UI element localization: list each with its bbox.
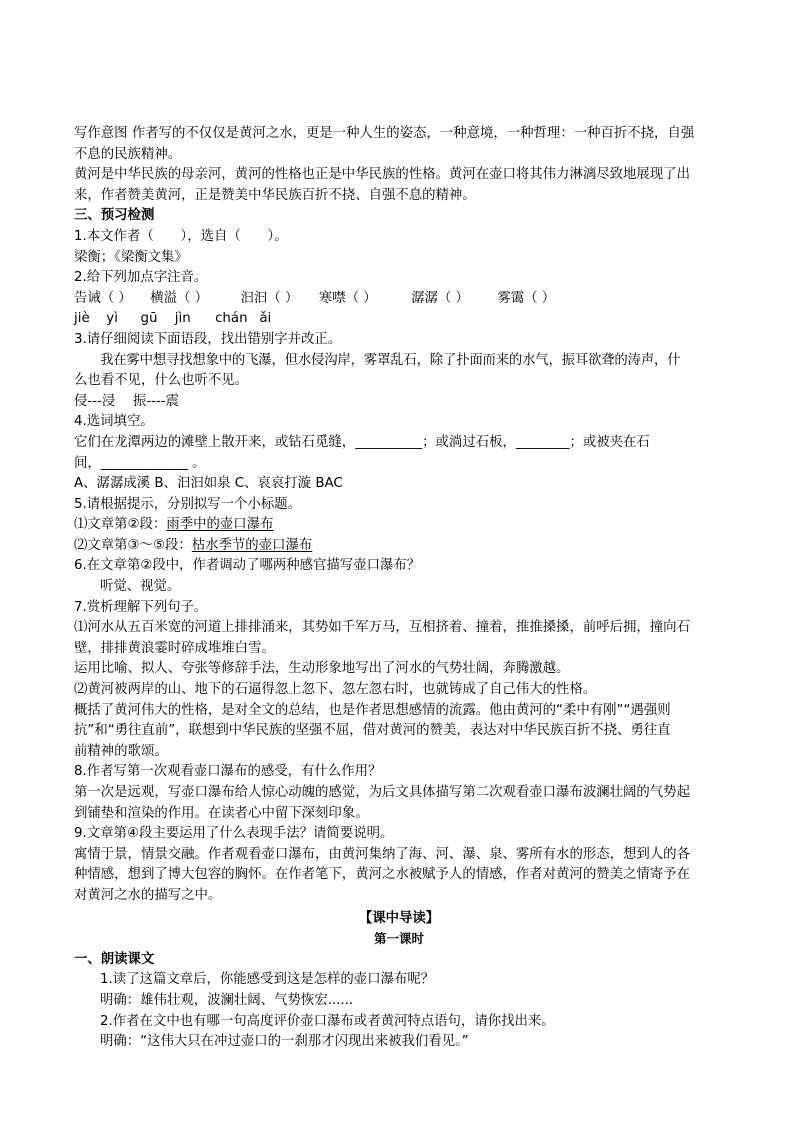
question-9: 9.文章第④段主要运用了什么表现手法？请简要说明。 bbox=[74, 826, 394, 842]
word-1: 告诫（ ） bbox=[74, 290, 132, 306]
sentence-2: ⑵黄河被两岸的山、地下的石逼得忽上忽下、忽左忽右时，也就铸成了自己伟大的性格。 bbox=[74, 682, 597, 698]
passage-line-2: 么也看不见，什么也听不见。 bbox=[74, 373, 249, 389]
answer-6: 听觉、视觉。 bbox=[100, 579, 181, 595]
analysis-2-line-1: 概括了黄河伟大的性格，是对全文的总结，也是作者思想感情的流露。他由黄河的“柔中有刚”“遇强则 bbox=[74, 702, 671, 718]
fill-line-2: 间，_____________ 。 bbox=[74, 455, 206, 471]
guide-heading: 【课中导读】 bbox=[358, 910, 440, 926]
intent-line-2: 不息的民族精神。 bbox=[74, 146, 182, 162]
question-3: 3.请仔细阅读下面语段，找出错别字并改正。 bbox=[74, 331, 342, 347]
answer-3: 侵---浸 振----震 bbox=[74, 393, 180, 409]
question-6: 6.在文章第②段中，作者调动了哪两种感官描写壶口瀑布？ bbox=[74, 558, 421, 574]
theme-line-2: 来，作者赞美黄河，正是赞美中华民族百折不挠、自强不息的精神。 bbox=[74, 187, 476, 203]
word-4: 寒噤（ ） bbox=[318, 290, 377, 306]
pinyin-6: ǎi bbox=[259, 311, 272, 327]
answer-9-line-1: 寓情于景，情景交融。作者观看壶口瀑布，由黄河集纳了海、河、瀑、泉、雾所有水的形态，想到人的各 bbox=[74, 846, 690, 862]
sentence-1-line-1: ⑴河水从五百米宽的河道上排排涌来，其势如千军万马，互相挤着、撞着，推推搡搡，前呼后拥，撞向石 bbox=[74, 620, 690, 636]
subtitle-2-answer: 枯水季节的壶口瀑布 bbox=[191, 537, 313, 553]
section-reading-heading: 一、朗读课文 bbox=[74, 951, 155, 967]
answer-1: 梁衡；《梁衡文集》 bbox=[74, 249, 188, 265]
question-1: 1.本文作者（ ），选自（ ）。 bbox=[74, 228, 288, 244]
subtitle-2 bbox=[74, 536, 724, 557]
answer-9-line-3: 对黄河之水的描写之中。 bbox=[74, 887, 222, 903]
intent-line-1: 写作意图 作者写的不仅仅是黄河之水，更是一种人生的姿态，一种意境，一种哲理：一种百折不挠，自强 bbox=[74, 126, 695, 141]
word-6: 雾霭（ ） bbox=[497, 290, 556, 306]
question-5: 5.请根据提示，分别拟写一个小标题。 bbox=[74, 496, 302, 512]
pinyin-5: chán bbox=[215, 311, 248, 327]
question-8: 8.作者写第一次观看壶口瀑布的感受，有什么作用？ bbox=[74, 764, 382, 780]
question-2: 2.给下列加点字注音。 bbox=[74, 270, 208, 286]
answer-8-line-2: 到铺垫和渲染的作用。在读者心中留下深刻印象。 bbox=[74, 805, 369, 821]
section-preview-heading: 三、预习检测 bbox=[74, 208, 155, 224]
pinyin-4: jìn bbox=[174, 311, 191, 327]
pinyin-2: yì bbox=[106, 311, 118, 327]
pinyin-1: jiè bbox=[74, 311, 90, 327]
reading-question-2: 2.作者在文中也有哪一句高度评价壶口瀑布或者黄河特点语句，请你找出来。 bbox=[100, 1013, 555, 1029]
theme-line-1: 黄河是中华民族的母亲河，黄河的性格也正是中华民族的性格。黄河在壶口将其伟力淋漓尽致地展现了出 bbox=[74, 167, 690, 183]
passage-line-1: 我在雾中想寻找想象中的飞瀑，但水侵沟岸，雾罩乱石，除了扑面而来的水气，振耳欲聋的涛声，什 bbox=[100, 352, 681, 368]
subtitle-1 bbox=[74, 515, 724, 536]
analysis-2-line-2: 抗”和“勇往直前”，联想到中华民族的坚强不屈，借对黄河的赞美，表达对中华民族百折不挠、勇往直 bbox=[74, 723, 671, 739]
word-5: 潺潺（ ） bbox=[411, 290, 469, 306]
subtitle-1-answer: 雨季中的壶口瀑布 bbox=[166, 517, 274, 533]
question-7: 7.赏析理解下列句子。 bbox=[74, 599, 208, 615]
sentence-1-line-2: 壁，排排黄浪霎时碎成堆堆白雪。 bbox=[74, 640, 275, 656]
answer-9-line-2: 种情感，想到了博大包容的胸怀。在作者笔下，黄河之水被赋予人的情感，作者对黄河的赞美之情寄予在 bbox=[74, 867, 690, 883]
analysis-1: 运用比喻、拟人、夸张等修辞手法，生动形象地写出了河水的气势壮阔，奔腾激越。 bbox=[74, 661, 570, 677]
document-page bbox=[74, 124, 724, 1053]
pinyin-3: gū bbox=[140, 311, 158, 327]
fill-line-1: 它们在龙潭两边的滩壁上散开来，或钻石觅缝，__________；或淌过石板，________；或被夹在石 bbox=[74, 434, 650, 450]
reading-question-1: 1.读了这篇文章后，你能感受到这是怎样的壶口瀑布呢？ bbox=[100, 972, 435, 988]
analysis-2-line-3: 前精神的歌颂。 bbox=[74, 743, 168, 759]
reading-answer-1: 明确：雄伟壮观，波澜壮阔、气势恢宏...... bbox=[100, 992, 354, 1008]
word-3: 汩汩（ ） bbox=[240, 290, 299, 306]
lesson-heading: 第一课时 bbox=[373, 931, 424, 947]
subtitle-2-prefix: ⑵文章第③～⑤段： bbox=[74, 537, 192, 553]
reading-answer-2: 明确：“这伟大只在冲过壶口的一刹那才闪现出来被我们看见。” bbox=[100, 1034, 469, 1050]
pronunciation-words bbox=[74, 289, 724, 310]
question-4: 4.选词填空。 bbox=[74, 414, 154, 430]
answer-8-line-1: 第一次是远观，写壶口瀑布给人惊心动魄的感觉，为后文具体描写第二次观看壶口瀑布波澜壮阔的气势起 bbox=[74, 785, 690, 800]
pronunciation-answers bbox=[74, 309, 724, 330]
word-2: 横溢（ ） bbox=[150, 290, 209, 306]
subtitle-1-prefix: ⑴文章第②段： bbox=[74, 517, 167, 533]
options-answer-4: A、潺潺成溪 B、汩汩如泉 C、哀哀打漩 BAC bbox=[74, 476, 343, 492]
